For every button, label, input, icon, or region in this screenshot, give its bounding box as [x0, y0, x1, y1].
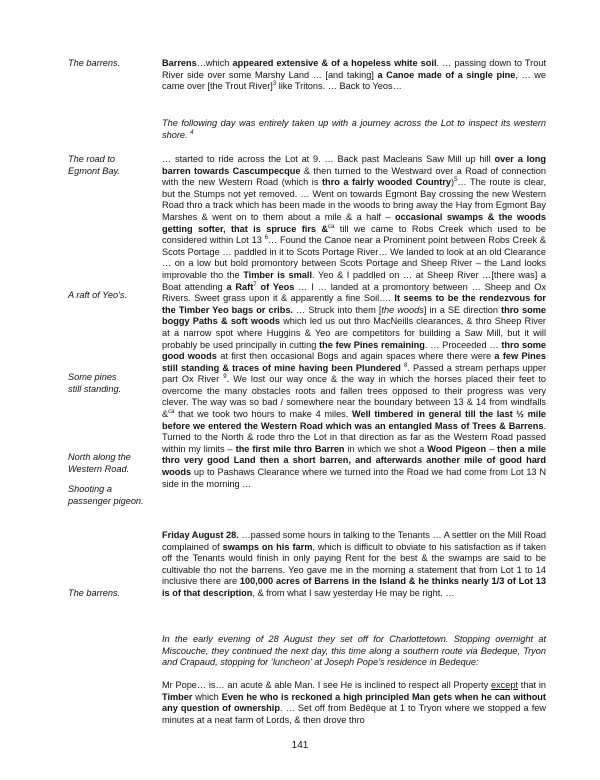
page-number: 141: [291, 740, 309, 751]
text-block-august-28: Friday August 28. …passed some hours in talking to the Tenants … A settler on the Mill Road complained of swamps on his farm, which is difficult to obviate to his satisfaction as if taken off the Tenants would finish in only paying Rent for the best & the swamps are said to be cultivable tho not the barrens. Yeo gave me in the morning a statement that from Lot 1 to 14 inclusive there are 100,000 acres of Barrens in the Island & he thinks nearly 1/3 of Lot 13 is of that description, & from what I saw yesterday He may be right. …: [162, 530, 546, 598]
narrative-charlottetown: In the early evening of 28 August they set off for Charlottetown. Stopping overnight at Miscouche, they continued the next day, this time along a southern route via Bedeque, Tryon and Crapaud, stopping for ‘luncheon’ at Joseph Pope’s residence in Bedeque:: [162, 634, 546, 668]
margin-note-barrens: The barrens.: [68, 58, 121, 68]
margin-note-pigeon: Shooting a passenger pigeon.: [68, 484, 144, 506]
margin-note-raft: A raft of Yeo’s.: [68, 290, 128, 300]
text-block-journey: … started to ride across the Lot at 9. … Back past Macleans Saw Mill up hill over a long barren towards Cascumpecque & then turned to the Westward over a Road of connection with the new Western Road (which is thro a fairly wooded Country)$^5$… The route is clear, but the Stumps not yet removed. … Went on towards Egmont Bay crossing the new Western Road thro a track which has been made in the woods to bring away the Hay from Egmont Bay Marshes & went on to them about a mile & a half – occasional swamps & the woods getting softer, that is spruce firs &$^{ca}$ till we came to Robs Creek which used to be considered within Lot 13 $^6$… Found the Canoe near a Prominent point between Robs Creek & Scots Portage … paddled in it to Scots Portage River… We landed to look at an old Clearance … on a low but bold promontory between Scots Portage and Sheep River – the Land looks improvable tho the Timber is small. Yeo & I paddled on … at Sheep River …[there was] a Boat attending a Raft$^7$ of Yeos … I … landed at a promontory between … Sheep and Ox Rivers. Sweet grass upon it & apparently a fine Soil…. It seems to be the rendezvous for the Timber Yeo bags or cribs. … Struck into them [the woods] in a SE direction thro some boggy Paths & soft woods which led us out thro MacNeills clearances, & thro Sheep River at a narrow spot where Huggins & Yeo are competitors for building a Saw Mill, but it will probably be used principally in cutting the few Pines remaining. … Proceeded … thro some good woods at first then occasional Bogs and again spaces where there were a few Pines still standing & traces of mine having been Plundered $^8$. Passed a stream perhaps upper part Ox River $^9$. We lost our way once & the way in which the horses placed their feet to overcome the many obstacles roots and fallen trees opposed to their progress was very clever. The way was so bad / somewhere near the boundary between 13 & 14 from windfalls &$^{ca}$ that we took two hours to make 4 miles. Well timbered in general till the last ½ mile before we entered the Western Road which was an entangled Mass of Trees & Barrens. Turned to the North & rode thro the Lot in that direction as far as the Western Road passed within my limits – the first mile thro Barren in which we shot a Wood Pigeon – then a mile thro very good Land then a short barren, and afterwards another mile of good hard woods up to Pashaws Clearance where we turned into the Road we had come from Lot 13 N side in the morning …: [162, 154, 547, 489]
narrative-intro-western-shore: The following day was entirely taken up with a journey across the Lot to inspect its western shore. $^4$: [162, 118, 546, 140]
margin-note-road-egmont: The road to Egmont Bay.: [68, 154, 120, 176]
text-block-mr-pope: Mr Pope… is… an acute & able Man. I see He is inclined to respect all Property except that in Timber which Even he who is reckoned a high principled Man gets when he can without any question of ownership. … Set off from Bedêque at 1 to Tryon where we stopped a few minutes at a neat farm of Lords, & then drove thro: [162, 680, 546, 725]
margin-note-pines: Some pines still standing.: [68, 372, 122, 394]
text-block-barrens: Barrens…which appeared extensive & of a hopeless white soil. … passing down to Trout River side over some Marshy Land … [and taking] a Canoe made of a single pine, … we came over [the Trout River]$^3$ like Tritons. … Back to Yeos…: [162, 58, 546, 92]
margin-note-western-road: North along the Western Road.: [68, 452, 131, 474]
margin-note-barrens-2: The barrens.: [68, 588, 121, 598]
